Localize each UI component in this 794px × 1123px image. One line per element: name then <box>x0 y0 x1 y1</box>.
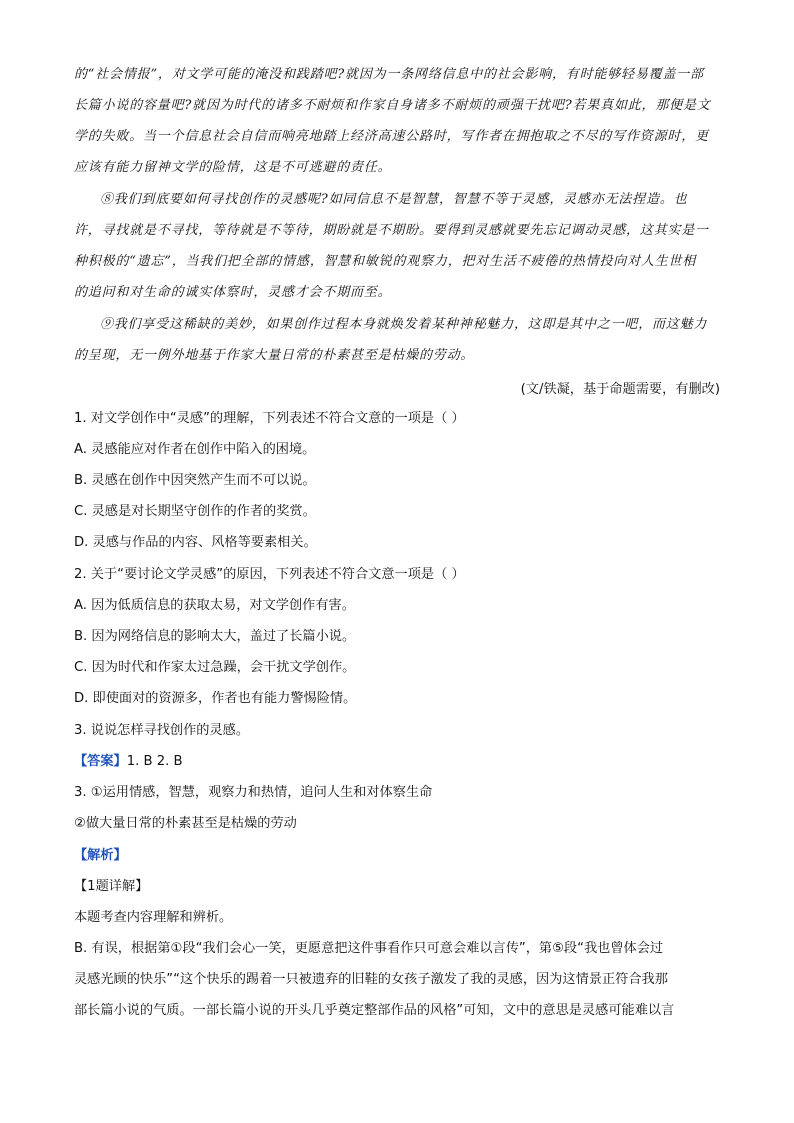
analysis-intro: 本题考查内容理解和辨析。 <box>74 910 233 925</box>
passage-p8-line-3: 种积极的“遗忘”，当我们把全部的情感，智慧和敏锐的观察力，把对生活不疲倦的热情投向对人生世相 <box>74 254 697 269</box>
question-2-stem: 2. 关于“要讨论文学灵感”的原因，下列表述不符合文意一项是（ ） <box>74 567 465 582</box>
analysis-line-3: 部长篇小说的气质。一部长篇小说的开头几乎奠定整部作品的风格”可知，文中的意思是灵感可能难以言 <box>74 1003 675 1018</box>
answer-label: 【答案】 <box>74 754 127 769</box>
passage-source: (文/铁凝，基于命题需要，有删改) <box>520 382 720 397</box>
question-2-option-c: C. 因为时代和作家太过急躁，会干扰文学创作。 <box>74 660 356 675</box>
question-1-option-d: D. 灵感与作品的内容、风格等要素相关。 <box>74 535 317 550</box>
analysis-label: 【解析】 <box>74 848 127 863</box>
analysis-detail-title: 【1题详解】 <box>74 879 149 894</box>
question-2-option-a: A. 因为低质信息的获取太易，对文学创作有害。 <box>74 598 355 613</box>
answer-line <box>74 753 183 771</box>
passage-p9-line-2: 的呈现，无一例外地基于作家大量日常的朴素甚至是枯燥的劳动。 <box>74 348 475 363</box>
passage-p7-line-3: 学的失败。当一个信息社会自信而响亮地踏上经济高速公路时，写作者在拥抱取之不尽的写作资源时，更 <box>74 129 709 144</box>
question-1-option-b: B. 灵感在创作中因突然产生而不可以说。 <box>74 473 316 488</box>
question-2-option-d: D. 即使面对的资源多，作者也有能力警惕险情。 <box>74 691 357 706</box>
passage-p8-line-1: ⑧我们到底要如何寻找创作的灵感呢?如同信息不是智慧，智慧不等于灵感，灵感亦无法捏造。也 <box>100 192 688 207</box>
answer-text: 1. B 2. B <box>126 754 183 769</box>
passage-p7-line-1: 的“社会情报”，对文学可能的淹没和践踏吧?就因为一条网络信息中的社会影响，有时能够轻易覆盖一部 <box>74 67 704 82</box>
passage-p7-line-2: 长篇小说的容量吧?就因为时代的诸多不耐烦和作家自身诸多不耐烦的顽强干扰吧?若果真如此，那便是文 <box>74 98 711 113</box>
question-1-stem: 1. 对文学创作中“灵感”的理解，下列表述不符合文意的一项是（ ） <box>74 411 465 426</box>
answer-q3-line-2: ②做大量日常的朴素甚至是枯燥的劳动 <box>74 816 297 831</box>
question-2-option-b: B. 因为网络信息的影响太大，盖过了长篇小说。 <box>74 629 356 644</box>
question-3-stem: 3. 说说怎样寻找创作的灵感。 <box>74 723 250 738</box>
analysis-line-2: 灵感光顾的快乐”“这个快乐的踢着一只被遗弃的旧鞋的女孩子激发了我的灵感，因为这情景正符合我那 <box>74 972 668 987</box>
passage-p8-line-2: 许，寻找就是不寻找，等待就是不等待，期盼就是不期盼。要得到灵感就要先忘记调动灵感，这其实是一 <box>74 223 709 238</box>
question-1-option-c: C. 灵感是对长期坚守创作的作者的奖赏。 <box>74 504 316 519</box>
passage-p8-line-4: 的追问和对生命的诚实体察时，灵感才会不期而至。 <box>74 285 392 300</box>
passage-p7-line-4: 应该有能力留神文学的险情，这是不可逃避的责任。 <box>74 160 392 175</box>
analysis-line-1: B. 有误，根据第①段“我们会心一笑，更愿意把这件事看作只可意会难以言传”，第⑤段“我也曾体会过 <box>74 941 664 956</box>
question-1-option-a: A. 灵感能应对作者在创作中陷入的困境。 <box>74 442 316 457</box>
passage-p9-line-1: ⑨我们享受这稀缺的美妙，如果创作过程本身就焕发着某种神秘魅力，这即是其中之一吧，而这魅力 <box>100 317 708 332</box>
answer-q3-line-1: 3. ①运用情感，智慧，观察力和热情，追问人生和对体察生命 <box>74 785 433 800</box>
